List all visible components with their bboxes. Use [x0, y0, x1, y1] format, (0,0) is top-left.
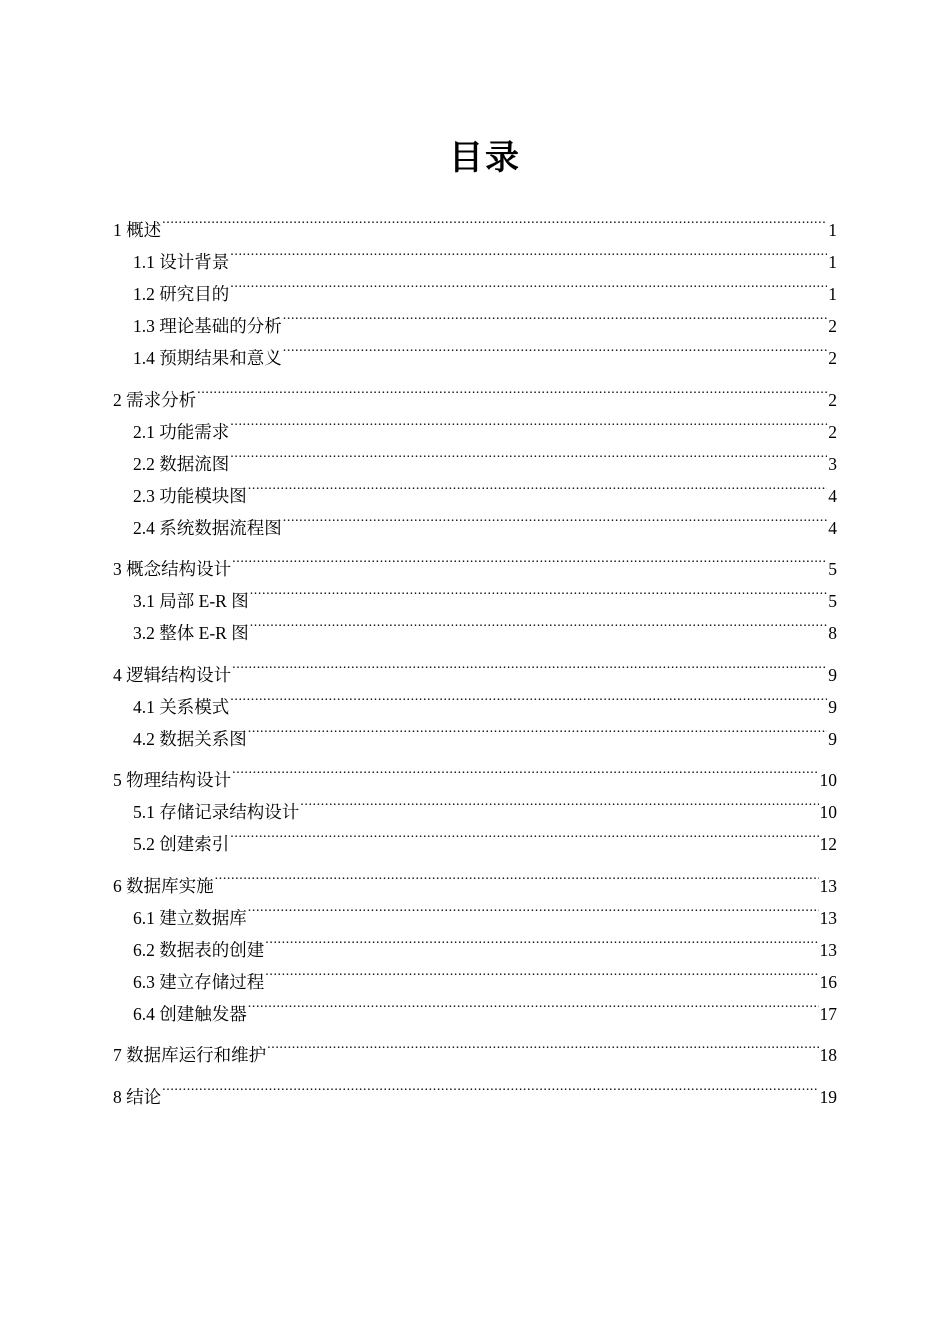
- toc-page-number: 8: [828, 623, 837, 643]
- toc-page-number: 5: [828, 559, 837, 579]
- toc-chapter-entry[interactable]: [113, 543, 837, 579]
- toc-dot-leader: [230, 236, 827, 268]
- toc-dot-leader: [230, 818, 818, 850]
- toc-dot-leader: [248, 892, 819, 924]
- toc-entry-label: 6.3 建立存储过程: [133, 971, 265, 992]
- toc-page-number: 16: [819, 971, 837, 992]
- toc-chapter-entry[interactable]: [113, 860, 837, 896]
- toc-chapter-entry[interactable]: [113, 649, 837, 685]
- toc-dot-leader: [162, 1071, 818, 1103]
- toc-entry-label: 7 数据库运行和维护: [113, 1045, 267, 1065]
- toc-dot-leader: [197, 374, 827, 406]
- toc-entry-label: 6.4 创建触发器: [133, 1003, 247, 1024]
- toc-entry-label: 6.2 数据表的创建: [133, 939, 265, 960]
- toc-page-number: 9: [828, 696, 837, 717]
- toc-entry-label: 2.3 功能模块图: [133, 485, 247, 506]
- toc-dot-leader: [300, 786, 818, 818]
- toc-page-number: 18: [819, 1045, 837, 1065]
- toc-dot-leader: [215, 860, 819, 892]
- toc-dot-leader: [232, 543, 827, 575]
- toc-page-number: 4: [828, 485, 837, 506]
- toc-dot-leader: [265, 924, 818, 956]
- toc-page-number: 9: [828, 728, 837, 749]
- toc-page-number: 2: [828, 389, 837, 410]
- toc-dot-leader: [232, 649, 827, 681]
- toc-entry-label: 4.1 关系模式: [133, 696, 230, 717]
- toc-dot-leader: [265, 956, 818, 988]
- toc-chapter-entry[interactable]: [113, 754, 837, 790]
- toc-section-entry[interactable]: [113, 236, 837, 272]
- toc-entry-label: 8 结论: [113, 1086, 162, 1107]
- toc-dot-leader: [248, 988, 819, 1020]
- toc-dot-leader: [230, 681, 827, 713]
- toc-entry-label: 6 数据库实施: [113, 875, 214, 896]
- toc-page-number: 5: [828, 591, 837, 611]
- toc-entry-label: 2.1 功能需求: [133, 421, 230, 442]
- toc-chapter-entry[interactable]: [113, 204, 837, 240]
- toc-entry-label: 4 逻辑结构设计: [113, 664, 232, 685]
- toc-page-number: 2: [828, 421, 837, 442]
- toc-page-number: 4: [828, 517, 837, 538]
- toc-page-number: 10: [819, 802, 837, 822]
- toc-dot-leader: [162, 204, 827, 236]
- toc-dot-leader: [250, 607, 828, 639]
- toc-page-number: 1: [828, 284, 837, 304]
- toc-entry-label: 2 需求分析: [113, 389, 197, 410]
- toc-entry-label: 1.4 预期结果和意义: [133, 348, 282, 368]
- toc-entry-label: 3 概念结构设计: [113, 559, 232, 579]
- toc-entry-label: 6.1 建立数据库: [133, 907, 247, 928]
- toc-entry-label: 5 物理结构设计: [113, 770, 232, 790]
- toc-dot-leader: [250, 575, 828, 607]
- toc-page-number: 13: [819, 907, 837, 928]
- toc-page-number: 13: [819, 939, 837, 960]
- toc-entry-label: 3.1 局部 E-R 图: [133, 591, 249, 611]
- toc-dot-leader: [283, 300, 828, 332]
- toc-dot-leader: [232, 754, 818, 786]
- toc-page-number: 13: [819, 875, 837, 896]
- toc-entry-label: 1.1 设计背景: [133, 252, 230, 272]
- toc-entry-label: 1.3 理论基础的分析: [133, 316, 282, 336]
- toc-entry-label: 3.2 整体 E-R 图: [133, 623, 249, 643]
- toc-page-number: 10: [819, 770, 837, 790]
- toc-dot-leader: [283, 502, 828, 534]
- toc-page-number: 3: [828, 453, 837, 474]
- toc-dot-leader: [230, 406, 827, 438]
- toc-dot-leader: [230, 438, 827, 470]
- toc-page-number: 12: [819, 834, 837, 854]
- toc-entry-label: 5.2 创建索引: [133, 834, 230, 854]
- toc-entry-label: 4.2 数据关系图: [133, 728, 247, 749]
- toc-page-number: 2: [828, 348, 837, 368]
- toc-page-number: 2: [828, 316, 837, 336]
- toc-section-entry[interactable]: [113, 406, 837, 442]
- toc-entry-label: 5.1 存储记录结构设计: [133, 802, 300, 822]
- toc-dot-leader: [267, 1029, 818, 1061]
- toc-dot-leader: [248, 713, 828, 745]
- toc-entry-label: 1 概述: [113, 220, 162, 240]
- toc-section-entry[interactable]: [113, 892, 837, 928]
- page-title: 目录: [449, 138, 521, 178]
- toc-page-number: 17: [819, 1003, 837, 1024]
- toc-page-number: 9: [828, 664, 837, 685]
- toc-chapter-entry[interactable]: [113, 374, 837, 410]
- toc-dot-leader: [230, 268, 827, 300]
- table-of-contents: [113, 204, 837, 1107]
- toc-chapter-entry[interactable]: [113, 1071, 837, 1107]
- toc-chapter-entry[interactable]: [113, 1029, 837, 1065]
- toc-dot-leader: [248, 470, 828, 502]
- toc-page-number: 1: [828, 220, 837, 240]
- toc-entry-label: 2.2 数据流图: [133, 453, 230, 474]
- toc-page-number: 1: [828, 252, 837, 272]
- toc-dot-leader: [283, 332, 828, 364]
- toc-entry-label: 1.2 研究目的: [133, 284, 230, 304]
- toc-page-number: 19: [819, 1086, 837, 1107]
- toc-entry-label: 2.4 系统数据流程图: [133, 517, 282, 538]
